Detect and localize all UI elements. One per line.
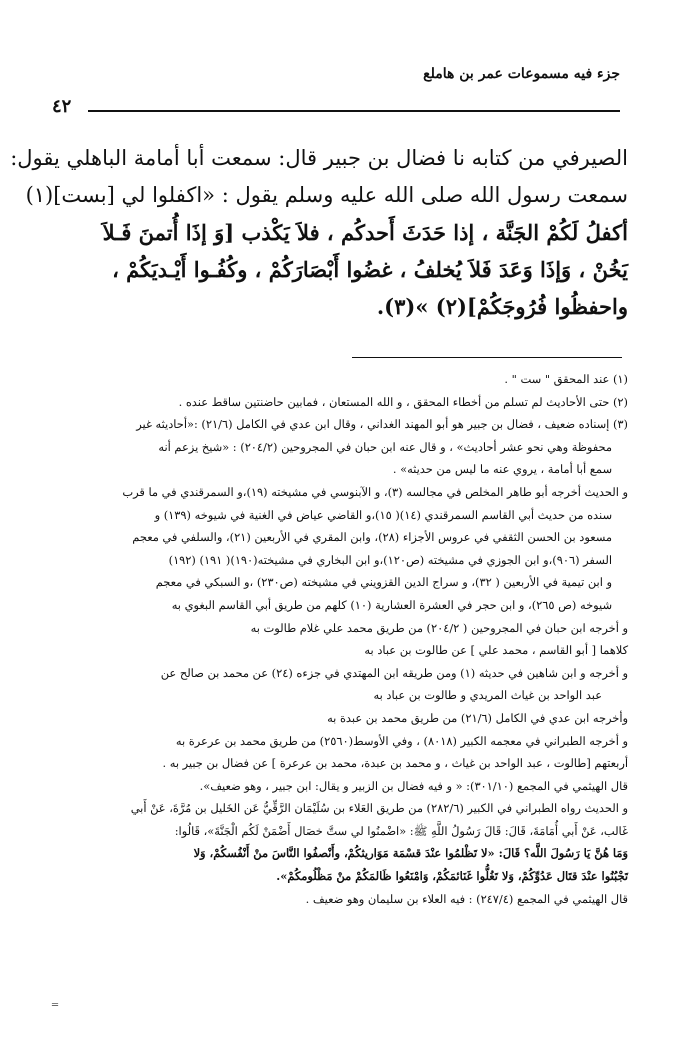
footnote-line: سمع أبا أمامة ، يروي عنه ما ليس من حديثه» . xyxy=(392,462,612,477)
footnote-line: تَجْبُنُوا عنْدَ قتَال عَدُوِّكُمْ، وَلا تَغُلُّوا غَنَائمَكُمْ، وَامْنَعُوا ظَالمَكُمْ منْ مَظْلُومكُمْ». xyxy=(276,869,628,884)
main-line: يَخُنْ ، وَإذَا وَعَدَ فَلاَ يُخلفُ ، غضُوا أَبْصَارَكُمْ ، وكُفُـوا أَيْـديَكُمْ ، xyxy=(112,257,628,282)
page-number: ٤٢ xyxy=(52,96,72,117)
footnote-line: وأخرجه ابن عدي في الكامل (٢١/٦) من طريق محمد بن عبدة به xyxy=(327,710,628,725)
footnote-line: قال الهيثمي في المجمع (٢٤٧/٤) : فيه العلاء بن سليمان وهو ضعيف . xyxy=(305,891,628,906)
footnote-line: مسعود بن الحسن الثقفي في عروس الأجزاء (٢٨)، وابن المقري في الأربعين (٢١)، والسلفي في معجم xyxy=(132,530,612,545)
footnote-line: (١) عند المحقق " ست " . xyxy=(504,372,628,386)
footnote-line: سنده من حديث أبي القاسم السمرقندي (١٤)( ١٥)،و القاضي عياض في الغنية في شيوخه (١٣٩) و xyxy=(154,507,612,522)
footnote-line: أربعتهم [طالوت ، عبد الواحد بن غياث ، و محمد بن عبدة، محمد بن عرعرة ] عن فضال بن جبير به . xyxy=(162,756,628,771)
page-edge-mark: ═ xyxy=(52,1000,59,1011)
main-line: واحفظُوا فُرُوجَكُمْ](٢) »(٣). xyxy=(376,294,628,319)
footnote-line: و أخرجه الطبراني في معجمه الكبير (٨٠١٨) ، وفي الأوسط(٢٥٦٠) من طريق محمد بن عرعرة به xyxy=(175,733,628,748)
header-rule xyxy=(88,110,620,112)
footnote-line: وَمَا هُنَّ يَا رَسُولَ اللَّه؟ قَالَ: «لا تَظْلمُوا عنْدَ قسْمَة مَوَاريثكُمْ، وأَنْصفُوا النَّاسَ منْ أَنْفُسكُمْ، وَلا xyxy=(193,846,628,861)
footnote-line: محفوظة وهي نحو عشر أحاديث» ، و قال عنه ابن حبان في المجروحين (٢٠٤/٢) : «شيخ يزعم أنه xyxy=(158,439,612,454)
footnote-line: (٢) حتى الأحاديث لم تسلم من أخطاء المحقق ، و الله المستعان ، فمابين حاضنتين ساقط عنده . xyxy=(178,394,628,409)
footnote-line: و ابن تيمية في الأربعين ( ٣٢)، و سراج الدين القزويني في مشيخته (ص٢٣٠) ،و السبكي في معجم xyxy=(155,575,612,590)
footnote-line: عبد الواحد بن غياث المريدي و طالوت بن عباد به xyxy=(373,688,602,703)
footnote-line: قال الهيثمي في المجمع (٣٠١/١٠): « و فيه فضال بن الزبير و يقال: ابن جبير ، وهو ضعيف». xyxy=(199,778,628,793)
main-text xyxy=(10,140,628,325)
footnote-line: السفر (٩٠٦)،و ابن الجوزي في مشيخته (ص١٢٠)،و ابن البخاري في مشيخته(١٩٠)( ١٩١) (١٩٢) xyxy=(168,552,612,567)
main-line: الصيرفي من كتابه نا فضال بن جبير قال: سمعت أبا أمامة الباهلي يقول: xyxy=(10,146,628,170)
footnote-line: و أخرجه ابن حبان في المجروحين ( ٢٠٤/٢) من طريق محمد علي غلام طالوت به xyxy=(250,620,628,635)
footnote-line: شيوخه (ص ٢٦٥)، و ابن حجر في العشرة العشارية (١٠) كلهم من طريق أبي القاسم البغوي به xyxy=(171,597,612,612)
footnote-line: كلاهما [ أبو القاسم ، محمد علي ] عن طالوت بن عباد به xyxy=(364,643,628,658)
footnote-line: (٣) إسناده ضعيف ، فضال بن جبير هو أبو المهند الغداني ، وقال ابن عدي في الكامل (٢١/٦) :«أحاديثه غير xyxy=(136,417,628,432)
footnote-line: غَالب، عَنْ أَبي أُمَامَةَ، قَالَ: قَالَ رَسُولُ اللَّهِ ﷺ: «اضْمنُوا لي ستَّ خصَال أَضْمَنْ لَكُم الْجَنَّةَ»، قَالُوا: xyxy=(174,823,628,838)
footnotes xyxy=(46,368,628,910)
running-head: جزء فيه مسموعات عمر بن هاملع xyxy=(423,66,620,82)
footnote-rule xyxy=(352,357,622,358)
footnote-line: و الحديث أخرجه أبو طاهر المخلص في مجالسه (٣)، و الآبنوسي في مشيخته (١٩)،و السمرقندي في ما قرب xyxy=(122,484,628,499)
main-line: سمعت رسول الله صلى الله عليه وسلم يقول : «اكفلوا لي [بست](١) xyxy=(25,183,628,207)
footnote-line: و أخرجه و ابن شاهين في حديثه (١) ومن طريقه ابن المهتدي في جزءه (٢٤) عن محمد بن صالح عن xyxy=(160,665,628,680)
footnote-line: و الحديث رواه الطبراني في الكبير (٢٨٢/٦) من طريق العَلاء بن سُلَيْمَان الرَّقِّيُّ عَن الخَليل بن مُرَّةَ، عَنْ أَبي xyxy=(130,801,628,816)
main-line: أكفلُ لَكُمْ الجَنَّة ، إذا حَدَثَ أَحدكُم ، فلاَ يَكْذب [وَ إذَا أُتمنَ فَـلاَ xyxy=(102,220,628,245)
